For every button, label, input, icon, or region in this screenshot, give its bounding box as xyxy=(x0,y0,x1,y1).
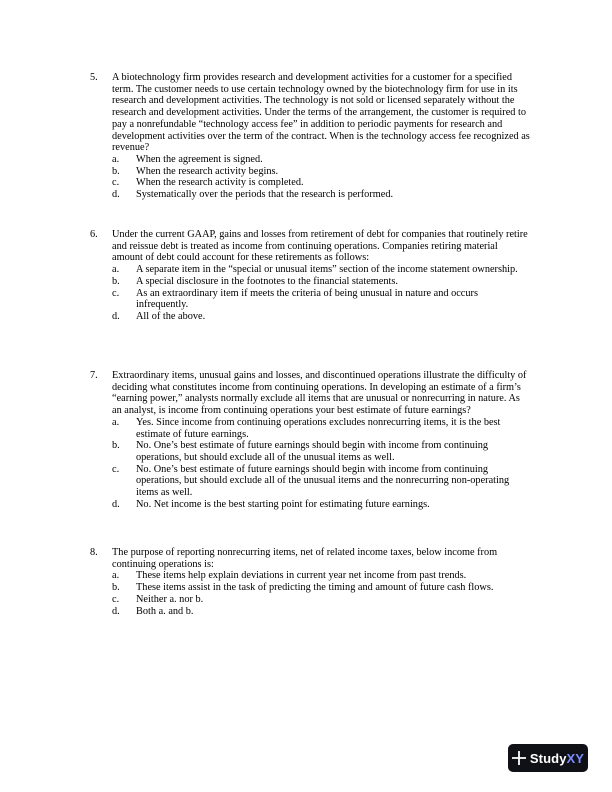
option-text: Both a. and b. xyxy=(136,605,194,617)
option-a xyxy=(112,264,530,276)
question-number: 7. xyxy=(90,370,98,381)
option-letter: b. xyxy=(112,275,120,287)
question-number: 5. xyxy=(90,72,98,83)
question-text: Extraordinary items, unusual gains and losses, and discontinued operations illustrate the difficulty of deciding what constitutes income from continuing operations. In developing an estimate of a firm’s “earning power,” analysts normally exclude all items that are unusual or nonrecurring in nature. As an analyst, is income from continuing operations your best estimate of future earnings? xyxy=(112,370,527,417)
answer-options xyxy=(112,417,530,511)
option-a xyxy=(112,417,530,440)
question-text: Under the current GAAP, gains and losses from retirement of debt for companies that routinely retire and reissue debt is treated as income from continuing operations. Companies retiring material amount of debt could account for these retirements as follows: xyxy=(112,229,528,264)
question-number: 8. xyxy=(90,547,98,558)
option-d xyxy=(112,189,530,201)
option-c xyxy=(112,177,530,189)
option-letter: c. xyxy=(112,463,120,475)
option-letter: a. xyxy=(112,416,120,428)
option-text: When the research activity is completed. xyxy=(136,177,304,189)
option-a xyxy=(112,154,530,166)
option-letter: d. xyxy=(112,189,120,201)
option-text: A separate item in the “special or unusual items” section of the income statement ownership. xyxy=(136,264,518,276)
option-text: Yes. Since income from continuing operations excludes nonrecurring items, it is the best estimate of future earnings. xyxy=(136,416,501,440)
option-letter: c. xyxy=(112,593,120,605)
studyxy-badge[interactable] xyxy=(508,744,588,772)
option-letter: a. xyxy=(112,264,120,276)
question-text: A biotechnology firm provides research and development activities for a customer for a specified term. The customer needs to use certain technology owned by the biotechnology firm for use in its research and development activities. The technology is not sold or licensed separately without the research and development activities. Under the terms of the arrangement, the customer is required to pay a nonrefundable “technology access fee” in addition to periodic payments for research and development activities over the term of the contract. When is the technology access fee recognized as revenue? xyxy=(112,72,530,154)
option-d xyxy=(112,311,530,323)
plus-cross-icon xyxy=(512,751,526,765)
option-text: No. One’s best estimate of future earnings should begin with income from continuing operations, but should exclude all of the unusual items and the nonrecurring non-operating items as well. xyxy=(136,463,510,499)
option-letter: d. xyxy=(112,498,120,510)
option-c xyxy=(112,594,530,606)
option-text: When the research activity begins. xyxy=(136,165,279,177)
option-letter: a. xyxy=(112,570,120,582)
answer-options xyxy=(112,154,530,201)
option-b xyxy=(112,582,530,594)
option-text: A special disclosure in the footnotes to the financial statements. xyxy=(136,275,398,287)
question-number: 6. xyxy=(90,229,98,240)
option-letter: c. xyxy=(112,177,120,189)
answer-options xyxy=(112,570,530,617)
option-text: No. Net income is the best starting point for estimating future earnings. xyxy=(136,498,430,510)
option-d xyxy=(112,499,530,511)
option-text: All of the above. xyxy=(136,310,206,322)
question-7 xyxy=(90,370,530,510)
badge-brand-study: Study xyxy=(529,750,567,766)
answer-options xyxy=(112,264,530,323)
option-text: These items assist in the task of predicting the timing and amount of future cash flows. xyxy=(136,582,494,594)
option-letter: b. xyxy=(112,582,120,594)
option-text: Neither a. nor b. xyxy=(136,593,204,605)
option-text: These items help explain deviations in current year net income from past trends. xyxy=(136,570,467,582)
option-text: When the agreement is signed. xyxy=(136,153,263,165)
option-b xyxy=(112,166,530,178)
option-text: As an extraordinary item if meets the criteria of being unusual in nature and occurs infrequently. xyxy=(136,287,478,311)
question-text: The purpose of reporting nonrecurring items, net of related income taxes, below income from continuing operations is: xyxy=(112,547,498,570)
option-text: No. One’s best estimate of future earnings should begin with income from continuing operations, but should exclude all of the unusual items as well. xyxy=(136,440,489,463)
option-b xyxy=(112,440,530,463)
badge-brand-xy: XY xyxy=(566,750,585,766)
option-d xyxy=(112,606,530,618)
option-letter: c. xyxy=(112,287,120,299)
option-c xyxy=(112,464,530,499)
option-b xyxy=(112,276,530,288)
option-text: Systematically over the periods that the research is performed. xyxy=(136,189,394,201)
option-c xyxy=(112,288,530,311)
question-5 xyxy=(90,72,530,201)
option-a xyxy=(112,570,530,582)
option-letter: a. xyxy=(112,153,120,165)
question-6 xyxy=(90,229,530,323)
option-letter: d. xyxy=(112,605,120,617)
option-letter: d. xyxy=(112,310,120,322)
option-letter: b. xyxy=(112,440,120,452)
option-letter: b. xyxy=(112,165,120,177)
question-8 xyxy=(90,547,530,617)
